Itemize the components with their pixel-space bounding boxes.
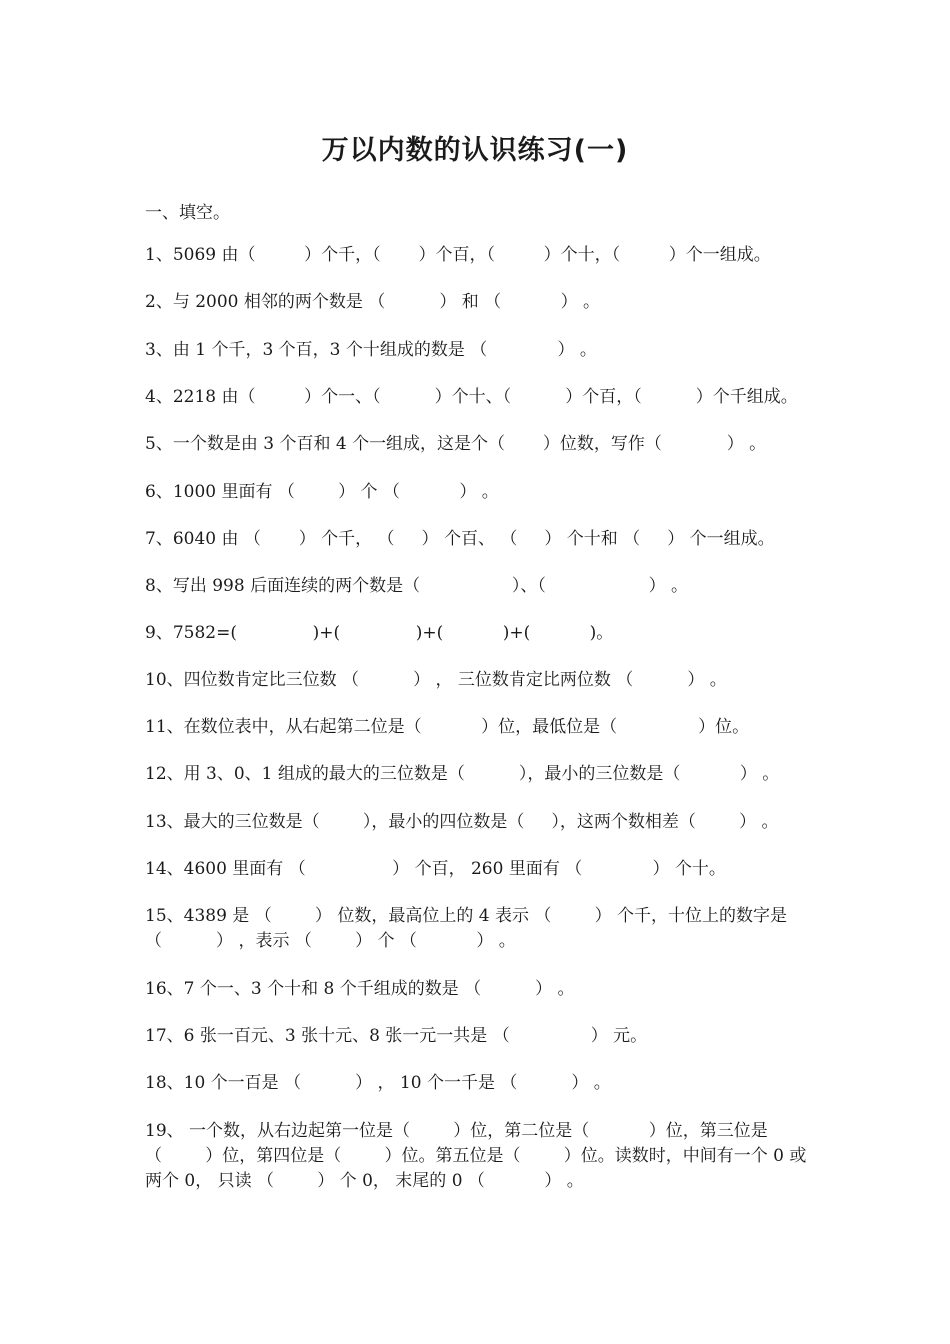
question-9: 9、7582=( )+( )+( )+( )。	[145, 623, 614, 643]
question-1: 1、5069 由（ ）个千，（ ）个百，（ ）个十，（ ）个一组成。	[145, 245, 771, 265]
question-14: 14、4600 里面有 （ ） 个百， 260 里面有 （ ） 个十。	[145, 859, 726, 879]
question-10: 10、四位数肯定比三位数 （ ） ， 三位数肯定比两位数 （ ） 。	[145, 670, 727, 690]
question-12: 12、用 3、0、1 组成的最大的三位数是（ ），最小的三位数是（ ） 。	[145, 764, 780, 784]
question-6: 6、1000 里面有 （ ） 个 （ ） 。	[145, 482, 499, 502]
question-11: 11、在数位表中，从右起第二位是（ ）位，最低位是（ ）位。	[145, 717, 750, 737]
question-5: 5、一个数是由 3 个百和 4 个一组成，这是个（ ）位数，写作（ ） 。	[145, 434, 767, 454]
question-13: 13、最大的三位数是（ ），最小的四位数是（ ），这两个数相差（ ） 。	[145, 812, 779, 832]
question-19: 19、 一个数，从右边起第一位是（ ）位，第二位是（ ）位，第三位是 （ ）位，第四位是（ ）位。第五位是（ ）位。读数时，中间有一个 0 或 两个 0， 只读 （ ） 个 0， 末尾的 0 （ ） 。	[145, 1121, 807, 1191]
question-17: 17、6 张一百元、3 张十元、8 张一元一共是 （ ） 元。	[145, 1026, 648, 1046]
question-4: 4、2218 由（ ）个一、（ ）个十、（ ）个百，（ ）个千组成。	[145, 387, 798, 407]
question-18: 18、10 个一百是 （ ） ， 10 个一千是 （ ） 。	[145, 1073, 611, 1093]
page-title: 万以内数的认识练习(一)	[321, 135, 629, 166]
question-15: 15、4389 是 （ ） 位数，最高位上的 4 表示 （ ） 个千，十位上的数字是 （ ） ，表示 （ ） 个 （ ） 。	[145, 906, 787, 951]
question-3: 3、由 1 个千，3 个百，3 个十组成的数是 （ ） 。	[145, 340, 597, 360]
section-heading: 一、填空。	[145, 203, 230, 223]
question-7: 7、6040 由 （ ） 个千， （ ） 个百、 （ ） 个十和 （ ） 个一组成。	[145, 529, 775, 549]
question-8: 8、写出 998 后面连续的两个数是（ ）、（ ） 。	[145, 576, 689, 596]
question-16: 16、7 个一、3 个十和 8 个千组成的数是 （ ） 。	[145, 979, 575, 999]
question-2: 2、与 2000 相邻的两个数是 （ ） 和 （ ） 。	[145, 292, 600, 312]
